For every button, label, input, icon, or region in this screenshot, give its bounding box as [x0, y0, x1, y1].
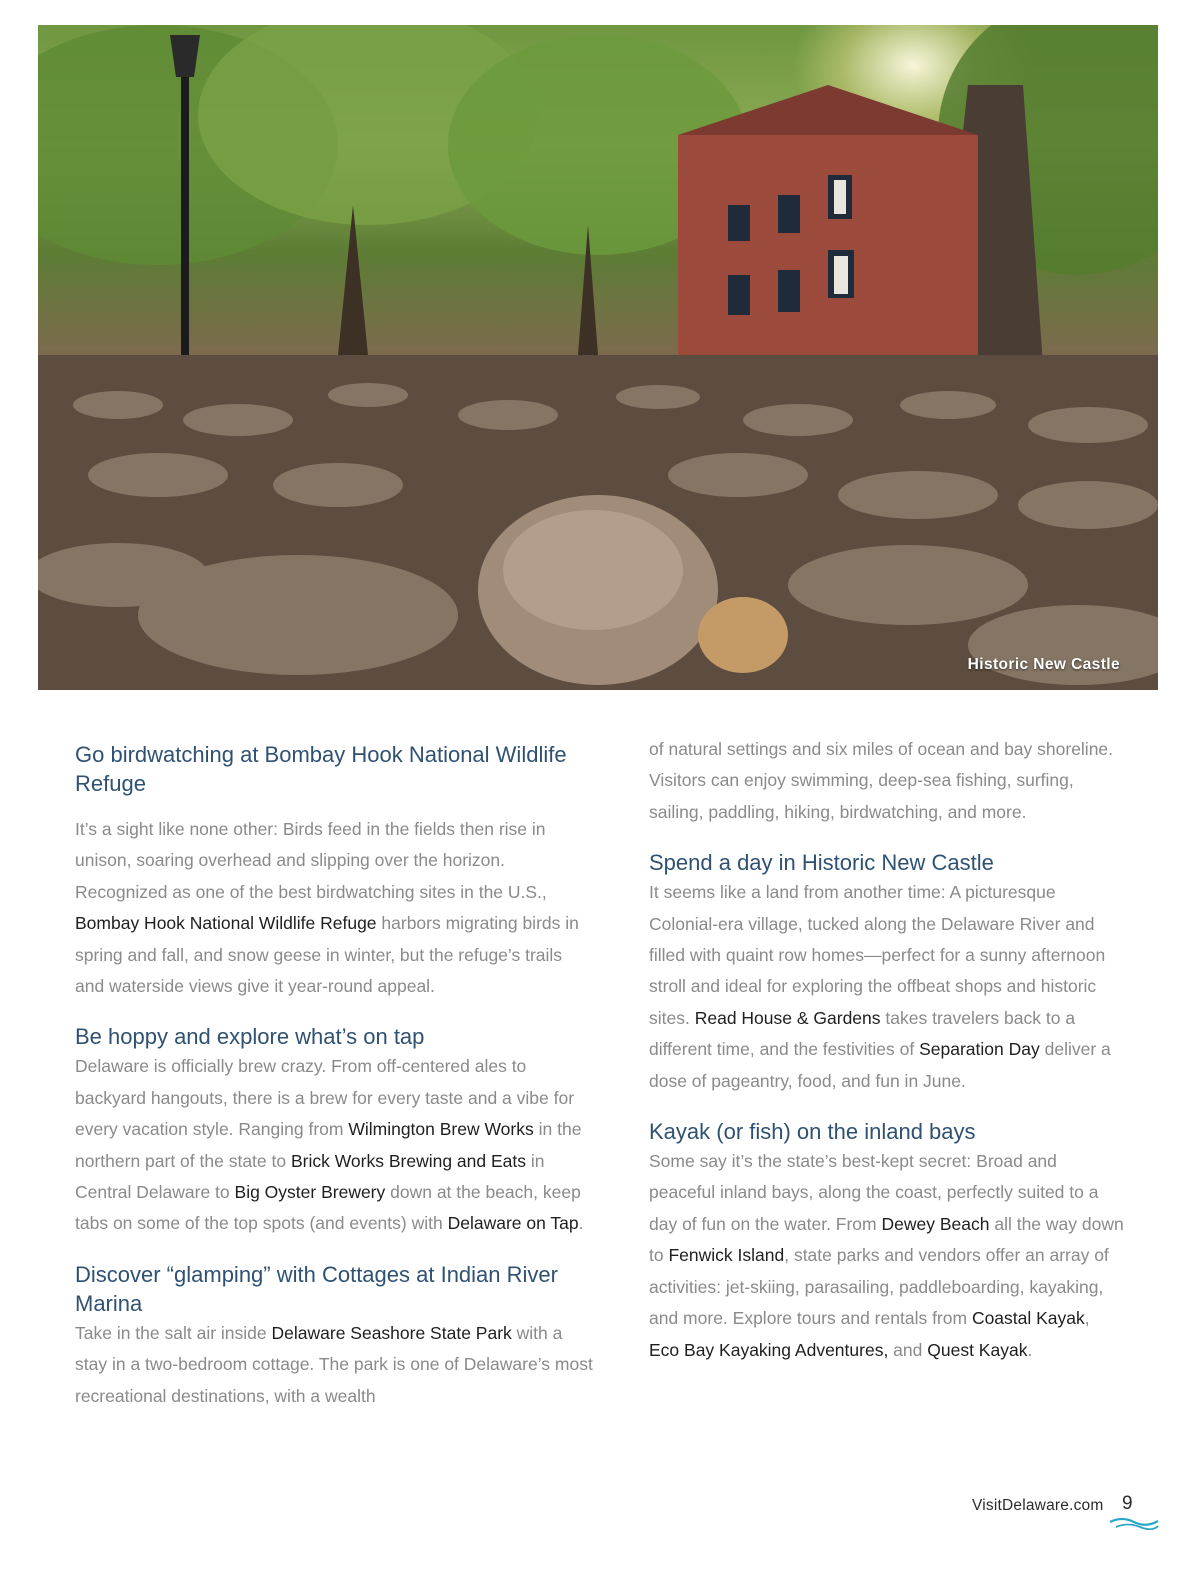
- text: takes travelers back to a different time, and the festivities of: [649, 1007, 1076, 1060]
- heading-bombay-hook: Go birdwatching at Bombay Hook National Wildlife Refuge: [75, 742, 567, 796]
- right-column: [649, 734, 1124, 1366]
- text: It’s a sight like none other: Birds feed in the fields then rise in unison, soaring overhead and slipping over the horizon. Recognized as one of the best birdwatching sites in the U.S.,: [75, 819, 547, 902]
- paragraph-glamping: [75, 1318, 595, 1412]
- text: Delaware is officially brew crazy. From off-centered ales to backyard hangouts, there is a brew for every taste and a vibe for every vacation style. Ranging from: [75, 1056, 575, 1140]
- link-read-house-gardens[interactable]: Read House & Gardens: [694, 1007, 881, 1028]
- hero-photo: [38, 25, 1158, 690]
- text: Some say it’s the state’s best-kept secret: Broad and peaceful inland bays, along the coast, perfectly suited to a day of fun on the water. From: [649, 1151, 1099, 1234]
- link-coastal-kayak[interactable]: Coastal Kayak: [971, 1308, 1085, 1329]
- wave-logo-icon: [1108, 1516, 1160, 1530]
- link-separation-day[interactable]: Separation Day: [919, 1039, 1040, 1060]
- text: all the way down to: [649, 1213, 1124, 1266]
- link-wilmington-brew-works[interactable]: Wilmington Brew Works: [348, 1119, 534, 1140]
- link-delaware-on-tap[interactable]: Delaware on Tap: [447, 1213, 579, 1234]
- link-quest-kayak[interactable]: Quest Kayak: [927, 1339, 1028, 1360]
- link-delaware-seashore-state-park[interactable]: Delaware Seashore State Park: [271, 1322, 512, 1343]
- text: with a stay in a two-bedroom cottage. The park is one of Delaware’s most recreational destinations, with a wealth: [75, 1322, 593, 1406]
- paragraph-bombay-hook: [75, 814, 595, 1002]
- paragraph-historic-new-castle: [649, 877, 1124, 1097]
- text: .: [1027, 1339, 1033, 1360]
- heading-glamping: Discover “glamping” with Cottages at Indian River Marina: [75, 1261, 558, 1316]
- paragraph-glamping-continued: of natural settings and six miles of ocean and bay shoreline. Visitors can enjoy swimming, deep-sea fishing, surfing, sailing, paddling, hiking, birdwatching, and more.: [649, 739, 1114, 822]
- paragraph-kayak-inland-bays: [649, 1146, 1124, 1366]
- link-big-oyster-brewery[interactable]: Big Oyster Brewery: [234, 1182, 386, 1203]
- text: Take in the salt air inside: [75, 1322, 272, 1343]
- text: It seems like a land from another time: A picturesque Colonial-era village, tucked along the Delaware River and filled with quaint row homes—perfect for a sunny afternoon stroll and ideal for exploring the offbeat shops and historic sites.: [649, 882, 1106, 1028]
- text: , state parks and vendors offer an array of activities: jet-skiing, parasailing, paddleboarding, kayaking, and more. Explore tours and rentals from: [649, 1245, 1109, 1329]
- link-fenwick-island[interactable]: Fenwick Island: [668, 1245, 785, 1266]
- link-bombay-hook-refuge[interactable]: Bombay Hook National Wildlife Refuge: [75, 913, 377, 934]
- footer-url[interactable]: VisitDelaware.com: [972, 1497, 1104, 1514]
- text: deliver a dose of pageantry, food, and fun in June.: [649, 1039, 1111, 1091]
- text: down at the beach, keep tabs on some of the top spots (and events) with: [75, 1182, 581, 1234]
- link-brick-works-brewing[interactable]: Brick Works Brewing and Eats: [290, 1150, 527, 1171]
- text: ,: [1084, 1308, 1090, 1329]
- heading-whats-on-tap: Be hoppy and explore what’s on tap: [75, 1024, 425, 1050]
- text: harbors migrating birds in spring and fall, and snow geese in winter, but the refuge’s trails and waterside views give it year-round appeal.: [75, 913, 579, 997]
- page-number: 9: [1122, 1493, 1133, 1514]
- text: .: [578, 1213, 584, 1234]
- left-column: [75, 740, 595, 1412]
- heading-kayak-inland-bays: Kayak (or fish) on the inland bays: [649, 1119, 976, 1145]
- paragraph-whats-on-tap: [75, 1051, 595, 1239]
- link-eco-bay-kayaking[interactable]: Eco Bay Kayaking Adventures,: [649, 1339, 889, 1360]
- text: in Central Delaware to: [75, 1150, 545, 1203]
- link-dewey-beach[interactable]: Dewey Beach: [881, 1213, 990, 1234]
- text: in the northern part of the state to: [75, 1119, 582, 1171]
- hero-photo-illustration: [38, 25, 1158, 690]
- heading-historic-new-castle: Spend a day in Historic New Castle: [649, 850, 994, 876]
- photo-caption: Historic New Castle: [967, 656, 1120, 673]
- text: and: [888, 1339, 928, 1360]
